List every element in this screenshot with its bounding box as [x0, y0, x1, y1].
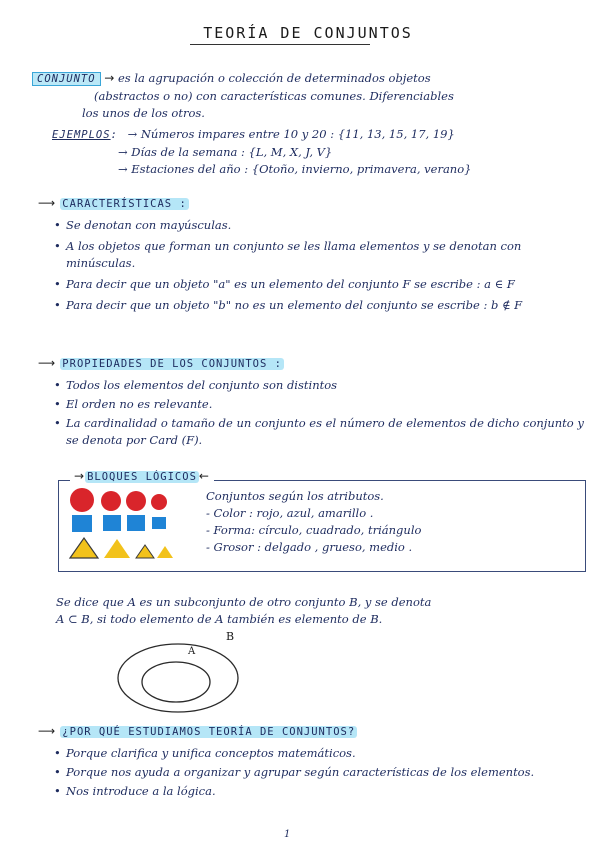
blue-square-medium — [103, 515, 121, 531]
property-item: • Todos los elementos del conjunto son distintos — [52, 377, 588, 394]
arrow-icon: ⟶ — [38, 724, 56, 738]
characteristic-item: • Para decir que un objeto "b" no es un elemento del conjunto se escribe : b ∉ F — [52, 297, 588, 314]
example-3: → Estaciones del año : {Otoño, invierno, primavera, verano} — [118, 162, 472, 176]
arrow-icon: ⟶ — [38, 196, 56, 210]
characteristics-section — [38, 192, 588, 314]
arrow-icon: ← — [198, 469, 210, 483]
characteristic-item: • Para decir que un objeto "a" es un elemento del conjunto F se escribe : a ∈ F — [52, 276, 588, 293]
property-item: • El orden no es relevante. — [52, 396, 588, 413]
set-a-outline — [142, 662, 210, 702]
why-heading: ¿POR QUÉ ESTUDIAMOS TEORÍA DE CONJUNTOS? — [62, 726, 356, 738]
attributes-intro: Conjuntos según los atributos. — [206, 489, 384, 503]
yellow-triangle-medium — [104, 539, 130, 558]
characteristic-item: • Se denotan con mayúsculas. — [52, 217, 588, 234]
definition-line-3: los unos de los otros. — [82, 106, 205, 120]
red-circle-large — [70, 488, 94, 512]
logic-blocks-heading: BLOQUES LÓGICOS — [87, 471, 197, 483]
blue-square-small — [152, 517, 166, 529]
logic-blocks-drawing — [66, 486, 176, 566]
logic-blocks-heading-wrap — [70, 469, 214, 483]
subset-line-1: Se dice que A es un subconjunto de otro conjunto B, y se denota — [56, 595, 432, 609]
yellow-triangle-small — [136, 545, 154, 558]
properties-heading: PROPIEDADES DE LOS CONJUNTOS : — [62, 358, 282, 370]
red-circle-small — [151, 494, 167, 510]
definition-line-2: (abstractos o no) con características comunes. Diferenciables — [94, 89, 454, 103]
attribute-thickness: - Grosor : delgado , grueso, medio . — [206, 540, 413, 554]
page-title: TEORÍA DE CONJUNTOS — [203, 24, 413, 42]
yellow-triangle-large — [70, 538, 98, 558]
page-number: 1 — [284, 829, 291, 840]
subset-block — [56, 594, 596, 628]
attribute-shape: - Forma: círculo, cuadrado, triángulo — [206, 523, 422, 537]
why-item: • Porque nos ayuda a organizar y agrupar según características de los elementos. — [52, 764, 588, 781]
logic-blocks-attributes — [206, 488, 421, 556]
why-item: • Nos introduce a la lógica. — [52, 783, 588, 800]
examples-colon: : — [110, 129, 118, 141]
arrow-icon: ⟶ — [38, 356, 56, 370]
subset-venn-diagram — [110, 628, 260, 718]
properties-section — [38, 352, 588, 449]
red-circle-medium — [126, 491, 146, 511]
blue-square-medium — [127, 515, 145, 531]
examples-block — [52, 126, 592, 178]
arrow-icon: → — [74, 469, 86, 483]
yellow-triangle-small — [157, 546, 173, 558]
set-b-label: B — [226, 630, 235, 643]
attribute-color: - Color : rojo, azul, amarillo . — [206, 506, 374, 520]
property-item: • La cardinalidad o tamaño de un conjunto es el número de elementos de dicho conjunto y se denota por Card (F). — [52, 415, 588, 449]
examples-label: EJEMPLOS — [52, 129, 111, 141]
term-conjunto: CONJUNTO — [32, 72, 101, 86]
why-item: • Porque clarifica y unifica conceptos matemáticos. — [52, 745, 588, 762]
characteristic-item: • A los objetos que forman un conjunto se les llama elementos y se denotan con minúsculas. — [52, 238, 588, 272]
definition-block — [32, 70, 592, 122]
characteristics-heading: CARACTERÍSTICAS : — [62, 198, 187, 210]
title-underline — [190, 44, 370, 45]
example-1: → Números impares entre 10 y 20 : {11, 13, 15, 17, 19} — [127, 127, 455, 141]
example-2: → Días de la semana : {L, M, X, J, V} — [118, 145, 333, 159]
why-section — [38, 720, 588, 800]
arrow-icon: → — [104, 71, 115, 85]
definition-line-1: es la agrupación o colección de determinados objetos — [117, 71, 431, 85]
set-a-label: A — [188, 646, 196, 657]
blue-square-large — [72, 515, 92, 532]
red-circle-medium — [101, 491, 121, 511]
subset-line-2: A ⊂ B, si todo elemento de A también es elemento de B. — [56, 612, 383, 626]
